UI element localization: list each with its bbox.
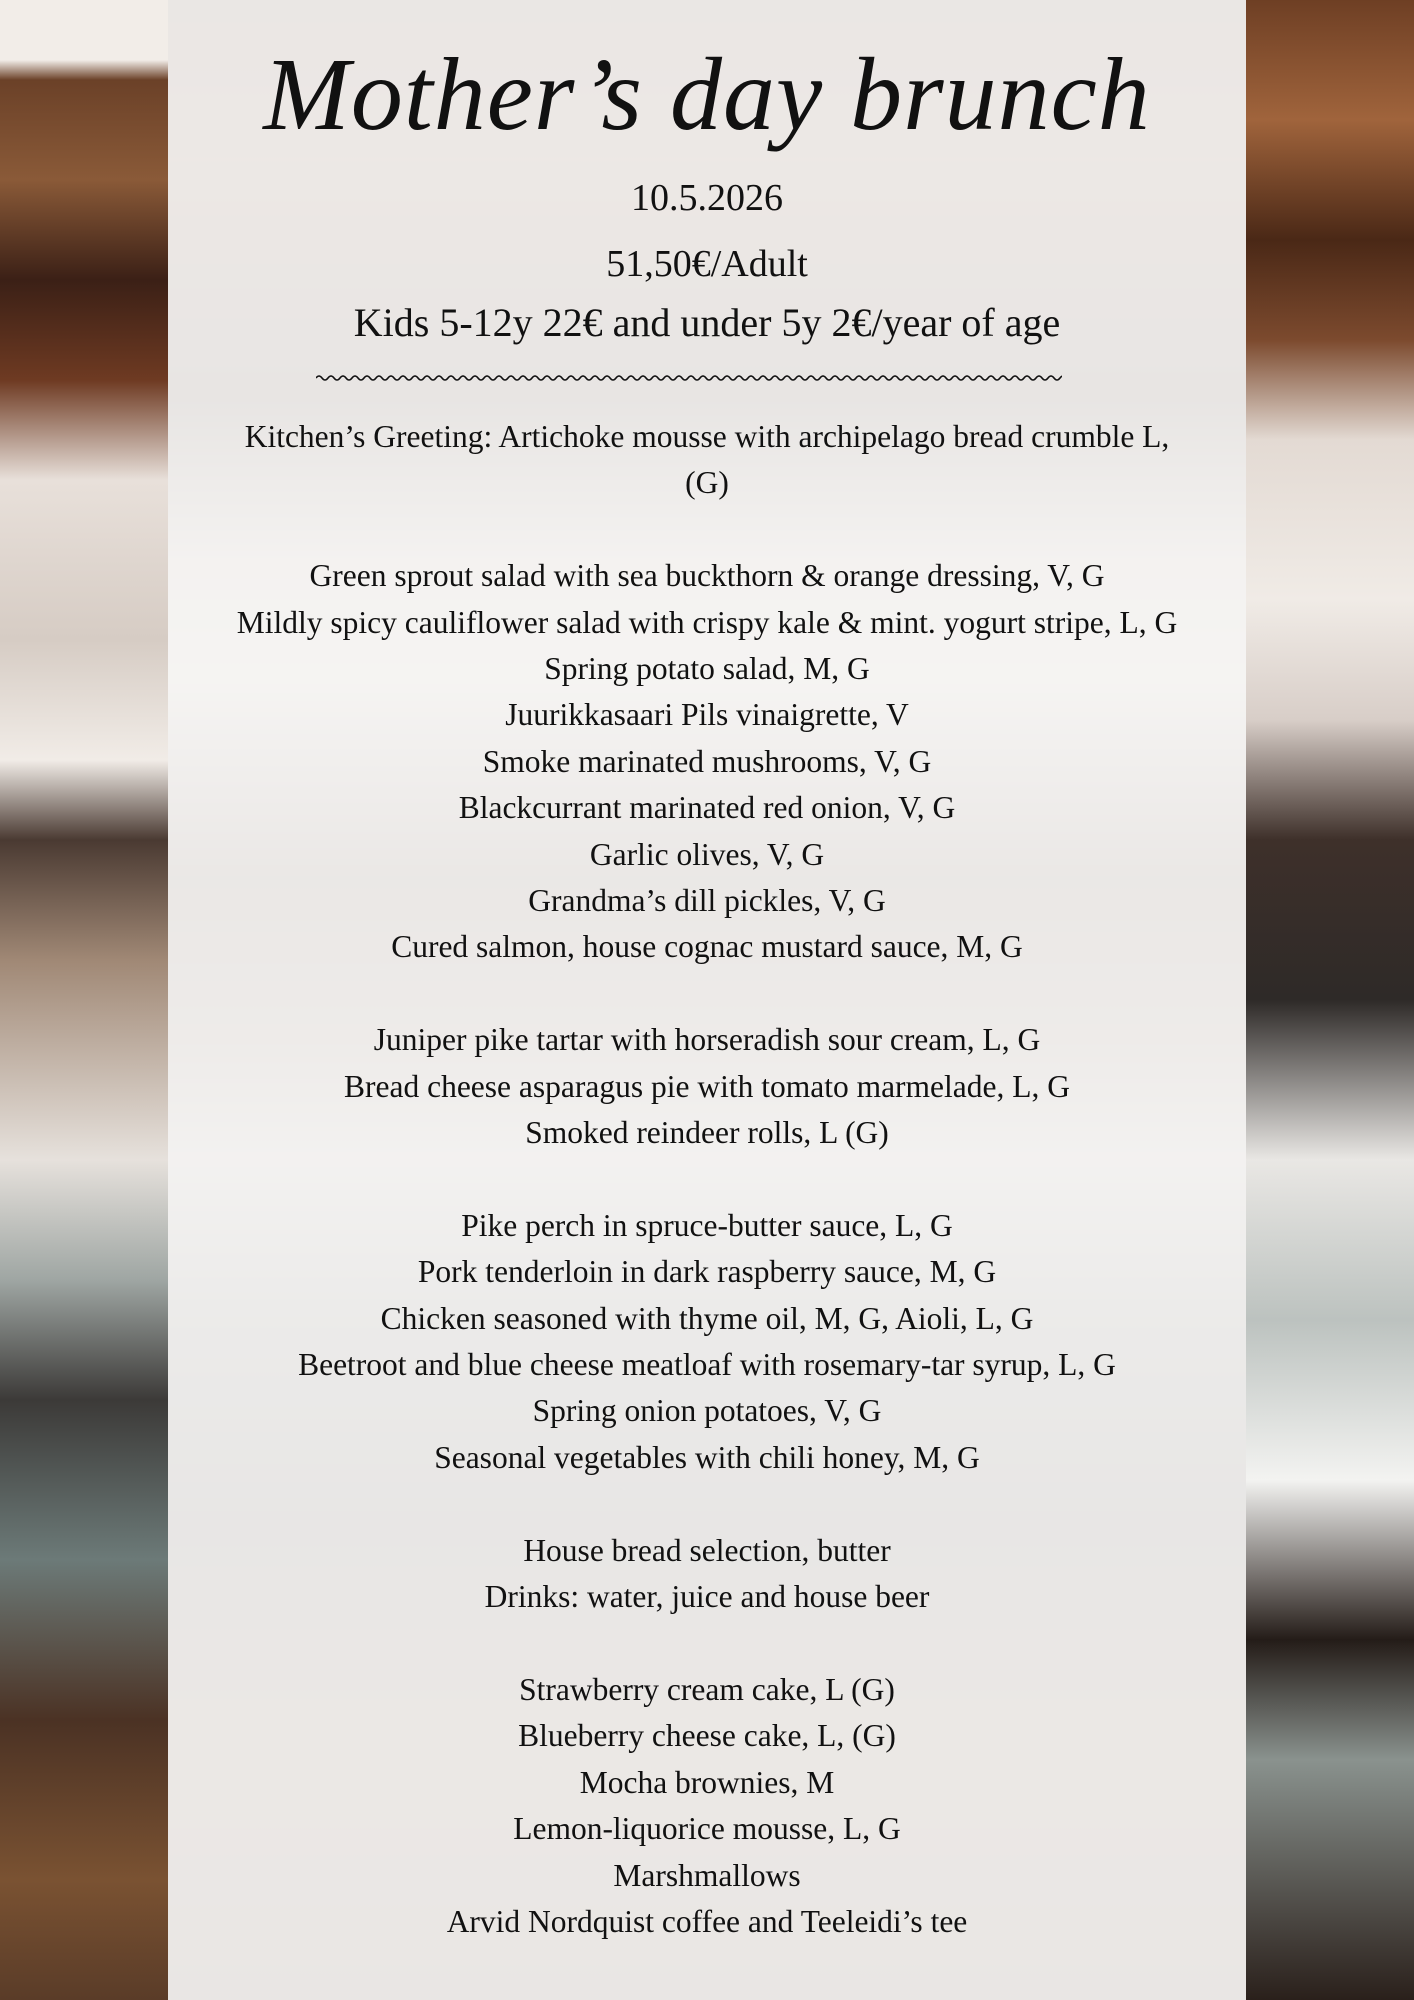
menu-item: Chicken seasoned with thyme oil, M, G, Aioli, L, G xyxy=(380,1300,1034,1336)
event-date: 10.5.2026 xyxy=(631,177,783,219)
menu-item: Pork tenderloin in dark raspberry sauce, M, G xyxy=(417,1254,997,1290)
menu-item: Seasonal vegetables with chili honey, M, G xyxy=(434,1439,980,1475)
menu-list xyxy=(168,414,1246,1992)
kids-price: Kids 5-12y 22€ and under 5y 2€/year of age xyxy=(353,300,1061,345)
menu-item: Pike perch in spruce-butter sauce, L, G xyxy=(461,1207,953,1243)
menu-item: Garlic olives, V, G xyxy=(589,836,825,872)
adult-price: 51,50€/Adult xyxy=(606,243,808,285)
menu-item: (G) xyxy=(685,465,729,501)
menu-section-desserts xyxy=(168,1667,1246,1945)
background-photo-left xyxy=(0,0,168,2000)
menu-item: Arvid Nordquist coffee and Teeleidi’s tee xyxy=(446,1903,968,1939)
menu-item: Blueberry cheese cake, L, (G) xyxy=(518,1718,896,1754)
menu-item: Smoked reindeer rolls, L (G) xyxy=(525,1115,889,1151)
background-photo-right xyxy=(1246,0,1414,2000)
menu-item: Mildly spicy cauliflower salad with crispy kale & mint. yogurt stripe, L, G xyxy=(236,604,1178,640)
menu-item: Blackcurrant marinated red onion, V, G xyxy=(458,790,956,826)
menu-item: Juniper pike tartar with horseradish sour cream, L, G xyxy=(373,1022,1041,1058)
menu-item: Juurikkasaari Pils vinaigrette, V xyxy=(505,697,909,733)
menu-item: Grandma’s dill pickles, V, G xyxy=(528,883,886,919)
menu-item: Bread cheese asparagus pie with tomato marmelade, L, G xyxy=(344,1068,1070,1104)
menu-section-greeting xyxy=(168,414,1246,507)
menu-item: Kitchen’s Greeting: Artichoke mousse with archipelago bread crumble L, xyxy=(244,419,1170,454)
menu-section-mains xyxy=(168,1203,1246,1481)
menu-section-salads xyxy=(168,553,1246,971)
menu-item: Lemon-liquorice mousse, L, G xyxy=(513,1811,901,1847)
menu-item: Cured salmon, house cognac mustard sauce, M, G xyxy=(391,929,1023,965)
menu-item: Marshmallows xyxy=(613,1857,801,1893)
menu-section-extras xyxy=(168,1528,1246,1621)
menu-section-starters xyxy=(168,1017,1246,1156)
wavy-divider xyxy=(316,370,1062,386)
menu-item: Spring potato salad, M, G xyxy=(544,651,870,687)
menu-item: Drinks: water, juice and house beer xyxy=(484,1579,930,1615)
menu-item: Strawberry cream cake, L (G) xyxy=(519,1671,895,1707)
menu-item: Beetroot and blue cheese meatloaf with rosemary-tar syrup, L, G xyxy=(298,1347,1116,1383)
page-title: Mother’s day brunch xyxy=(263,37,1151,152)
menu-item: Mocha brownies, M xyxy=(579,1764,835,1800)
menu-item: Spring onion potatoes, V, G xyxy=(532,1393,882,1429)
menu-item: House bread selection, butter xyxy=(523,1532,891,1568)
menu-item: Smoke marinated mushrooms, V, G xyxy=(482,743,932,779)
menu-item: Green sprout salad with sea buckthorn & orange dressing, V, G xyxy=(309,558,1105,594)
